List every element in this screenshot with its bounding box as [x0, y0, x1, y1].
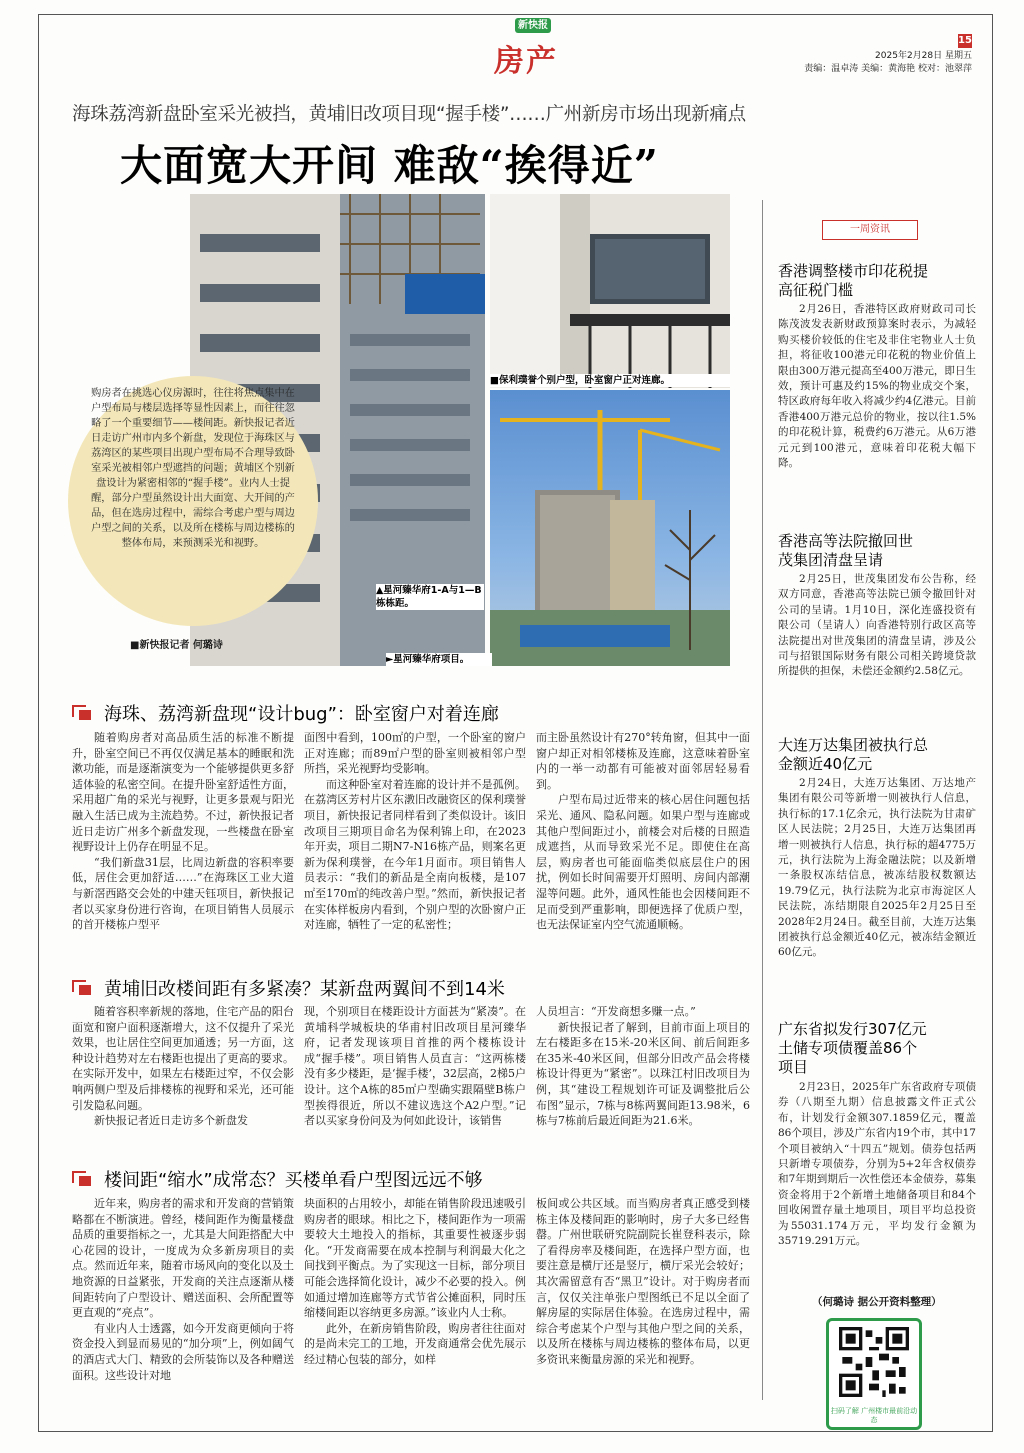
paragraph: 板间或公共区域。而当购房者真正感受到楼栋主体及楼间距的影响时，房子大多已经售罄。广州世联研究院副院长崔登科表示，除了看得房率及楼间距，在选择户型方面，也要注意是横厅还是竖厅，横厅采光会较好；其次需留意有否“黑卫”设计。对于购房者而言，仅仅关注单张户型图纸已不足以全面了解房屋的实际居住体验。在选房过程中，需综合考虑某个户型与其他户型之间的关系，以及所在楼栋与周边楼栋的整体布局，以更多资讯来衡量房源的采光和视野。: [536, 1197, 750, 1366]
section3-col2: [304, 1196, 526, 1368]
section1-col1: [72, 730, 294, 933]
paragraph: 2月26日，香港特区政府财政司司长陈茂波发表新财政预算案时表示，为减轻购买楼价较低的住宅及非住宅物业人士负担，将征收100港元印花税的物业价值上限由300万港元提高至400万港元，即日生效，预计可惠及约15%的物业成交个案，特区政府每年收入将减少约4亿港元。目前香港400万港元总价的物业，按以往1.5%的印花税计算，税费约6万港元。从6万港元元到100港元，意味着印花税大幅下降。: [778, 303, 976, 470]
main-headline: 大面宽大开间 难敌“挨得近”: [120, 141, 659, 190]
paragraph: 而主卧虽然设计有270°转角窗，但其中一面窗户却正对相邻楼栋及连廊，这意味着卧室内的一举一动都有可能被对面邻居轻易看到。: [536, 731, 750, 791]
qr-code-box[interactable]: [826, 1318, 922, 1430]
paragraph: 此外，在新房销售阶段，购房者往往面对的是尚未完工的工地，开发商通常会优先展示经过精心包装的部分，如样: [304, 1321, 526, 1366]
issue-date: 2025年2月28日 星期五: [875, 51, 972, 61]
section-marker-icon: [72, 980, 94, 996]
paragraph: 新快报记者近日走访多个新盘发: [94, 1114, 248, 1128]
page-number: 15: [958, 35, 972, 46]
section-name: 房产: [494, 44, 558, 79]
section2-col1: [72, 1004, 294, 1129]
sidebar-item-title: 香港调整楼市印花税提高征税门槛: [778, 262, 929, 299]
section-marker-icon: [72, 1171, 94, 1187]
sidebar-item-title: 大连万达集团被执行总金额近40亿元: [778, 736, 929, 773]
sub-headline: 海珠荔湾新盘卧室采光被挡，黄埔旧改项目现“握手楼”……广州新房市场出现新痛点: [72, 104, 746, 125]
paragraph: 2月24日，大连万达集团、万达地产集团有限公司等新增一则被执行人信息，执行标的17.1亿余元，执行法院为甘肃矿区人民法院；2月25日，大连万达集团再增一则被执行人信息，执行标的超4775万元，执行法院为上海金融法院；以及新增一条股权冻结信息，被冻结股权数额达19.79亿元，执行法院为北京市海淀区人民法院，冻结期限自2025年2月25日至2028年2月24日。截至目前，大连万达集团被执行总金额近40亿元，被冻结金额近60亿元。: [778, 777, 976, 959]
sidebar-item-body: [778, 572, 976, 680]
newspaper-logo: 新快报: [515, 18, 551, 33]
paragraph: 2月25日，世茂集团发布公告称，经双方同意，香港高等法院已颁令撤回针对公司的呈请。1月10日，深化连盛投资有限公司（呈请人）向香港特别行政区高等法院提出对世茂集团的清盘呈请，涉及公司与招银国际财务有限公司相关跨境贷款所提供的担保，未偿还金额约2.58亿元。: [778, 573, 976, 678]
section3-col3: [536, 1196, 750, 1368]
section3-title: 楼间距“缩水”成常态？买楼单看户型图远远不够: [104, 1170, 483, 1191]
sidebar-item-body: [778, 302, 976, 471]
paragraph: 新快报记者了解到，目前市面上项目的左右楼距多在15米-20米区间、前后间距多在35米-40米区间，但部分旧改产品会将楼栋设计得更为“紧密”。以珠江村旧改项目为例，其“建设工程规划许可证及调整批后公布图”显示，7栋与8栋两翼间距13.98米，6栋与7栋前后最近间距为21.6米。: [536, 1020, 750, 1128]
paragraph: 随着购房者对高品质生活的标准不断提升，卧室空间已不再仅仅满足基本的睡眠和洗漱功能，而是逐渐演变为一个能够提供更多舒适体验的私密空间。在提升卧室舒适性方面，采用超广角的采光与视野，让更多景观与阳光融入生活已成为主流趋势。不过，新快报记者近日走访广州多个新盘发现，一些楼盘在卧室视野设计上仍存在明显不足。: [72, 731, 294, 854]
section1-heading: [72, 700, 499, 726]
section1-col2: [304, 730, 526, 933]
editors-line: 责编：温卓涛 美编：黄海艳 校对：池翠萍: [804, 64, 972, 74]
section2-heading: [72, 975, 505, 1001]
photo2-caption: ■保利璞誉个别户型，卧室窗户正对连廊。: [490, 374, 730, 387]
paragraph: 2月23日，2025年广东省政府专项债券（八期至九期）信息披露文件正式公布，计划发行金额307.1859亿元，覆盖86个项目，涉及广东省内19个市，其中17个项目被纳入“十四五”规划。债券包括两只新增专项债券，分别为5+2年含权债券和7年期到期后一次性偿还本金债券，募集资金将用于2个新增土地储备项目和84个回收闲置存量土地项目，项目平均总投资为55031.174万元，平均发行金额为35719.291万元。: [778, 1081, 976, 1248]
paragraph: 现，个别项目在楼距设计方面甚为“紧凑”。在黄埔科学城板块的华甫村旧改项目星河臻华府，记者发现该项目首推的两个楼栋设计成“握手楼”。项目销售人员直言：“这两栋楼没有多少楼距，是‘握手楼’，32层高，2梯5户设计。这个A栋的85㎡户型确实跟隔壁B栋户型挨得很近，所以不建议选这个A2户型。”记者以买家身份问及为何如此设计，该销售: [304, 1005, 526, 1128]
section3-col1: [72, 1196, 294, 1383]
paragraph: 随着容积率新规的落地，住宅产品的阳台面宽和窗户面积逐渐增大，这不仅提升了采光效果，也让居住空间更加通透；另一方面，这种设计趋势对左右楼距也提出了更高的要求。在实际开发中，如果左右楼距过窄，不仅会影响两侧户型及后排楼栋的视野和采光，还可能引发隐私问题。: [72, 1005, 294, 1112]
photo3-caption: ►星河臻华府项目。: [386, 653, 492, 666]
section-marker-icon: [72, 705, 94, 721]
paragraph: 块面积的占用较小，却能在销售阶段迅速吸引购房者的眼球。相比之下，楼间距作为一项需要较大土地投入的指标，其重要性被逐步弱化。“开发商需要在成本控制与利润最大化之间找到平衡点。为了实现这一目标，部分项目可能会选择简化设计，减少不必要的投入。例如通过增加连廊等方式节省公摊面积，同时压缩楼间距以容纳更多房源。”该业内人士称。: [304, 1197, 526, 1320]
intro-bubble: 购房者在挑选心仪房源时，往往将焦点集中在户型布局与楼层选择等显性因素上，而往往忽略了一个重要细节——楼间距。新快报记者近日走访广州市内多个新盘，发现位于海珠区与荔湾区的某些项目出现户型布局不合理导致卧室采光被相邻户型遮挡的问题；黄埔区个别新盘设计为紧密相邻的“握手楼”。业内人士提醒，部分户型虽然设计出大面宽、大开间的产品，但在选房过程中，需综合考虑户型与周边户型之间的关系，以及所在楼栋与周边楼栋的整体布局，来预测采光和视野。: [68, 376, 318, 626]
sidebar-source: （何璐诗 据公开资料整理）: [812, 1296, 942, 1308]
paragraph: 而这种卧室对着连廊的设计并不是孤例。在荔湾区芳村片区东漖旧改融资区的保利璞誉项目，新快报记者同样看到了类似设计。该旧改项目三期项目命名为保利锦上印，在2023年开卖，项目二期N7-N16栋产品，则案名更新为保利璞誉，在今年1月面市。项目销售人员表示：“我们的新品是全南向板楼，是107㎡至170㎡的纯改善户型。”然而，新快报记者在实体样板房内看到，个别户型的次卧窗户正对连廊，牺牲了一定的私密性；: [304, 777, 526, 932]
construction-site-illustration: [490, 390, 730, 666]
sidebar-item-body: [778, 776, 976, 961]
photo-construction-site: [490, 390, 730, 666]
window-corridor-illustration: [490, 194, 730, 388]
paragraph: 户型布局过近带来的核心居住问题包括采光、通风、隐私问题。如果户型与连廊或其他户型间距过小，前楼会对后楼的日照造成遮挡，从而导致采光不足。即使住在高层，购房者也可能面临类似底层住户的困扰，例如长时间需要开灯照明、房间内部潮湿等问题。此外，通风性能也会因楼间距不足而受到严重影响，即便选择了优质户型，也无法保证室内空气流通顺畅。: [536, 793, 750, 932]
paragraph: “我们新盘31层，比周边新盘的容积率要低，居住会更加舒适……”在海珠区工业大道与新滘西路交会处的中建天钰项目，新快报记者以买家身份进行咨询，在项目销售人员展示的首开楼栋户型平: [72, 855, 294, 932]
paragraph: 近年来，购房者的需求和开发商的营销策略都在不断演进。曾经，楼间距作为衡量楼盘品质的重要指标之一，尤其是大间距搭配大中心花园的设计，一度成为众多新房项目的卖点。然而近年来，随着市场风向的变化以及土地资源的日益紧张，开发商的关注点逐渐从楼间距转向了户型设计、赠送面积、会所配置等更直观的“亮点”。: [72, 1197, 294, 1320]
sidebar-item-title: 广东省拟发行307亿元土储专项债覆盖86个项目: [778, 1020, 927, 1076]
qr-code-icon: [839, 1327, 909, 1397]
sidebar-tag: 一周资讯: [822, 220, 918, 240]
sidebar-item-title: 香港高等法院撤回世茂集团清盘呈请: [778, 532, 914, 569]
section2-col3: [536, 1004, 750, 1129]
qr-caption: 扫码了解 广州楼市最前沿动态: [830, 1407, 918, 1424]
section2-title: 黄埔旧改楼间距有多紧凑？某新盘两翼间不到14米: [104, 979, 505, 1000]
sidebar-item-body: [778, 1080, 976, 1249]
section2-col2: [304, 1004, 526, 1129]
section3-heading: [72, 1166, 483, 1192]
photo1-caption: ▲星河臻华府1-A与1—B栋栋距。: [376, 584, 484, 610]
section1-title: 海珠、荔湾新盘现“设计bug”：卧室窗户对着连廊: [104, 704, 499, 725]
byline: ■新快报记者 何璐诗: [130, 640, 223, 651]
photo-window-corridor: [490, 194, 730, 388]
paragraph: 人员坦言：“开发商想多赚一点。”: [536, 1005, 696, 1018]
paragraph: 面图中看到，100㎡的户型，一个卧室的窗户正对连廊；而89㎡户型的卧室则被相邻户型所挡，采光视野均受影响。: [304, 731, 526, 776]
paragraph: 有业内人士透露，如今开发商更倾向于将资金投入到显而易见的“加分项”上，例如阔气的酒店式大门、精致的会所装饰以及各种赠送面积。这些设计对地: [72, 1321, 294, 1382]
section1-col3: [536, 730, 750, 933]
